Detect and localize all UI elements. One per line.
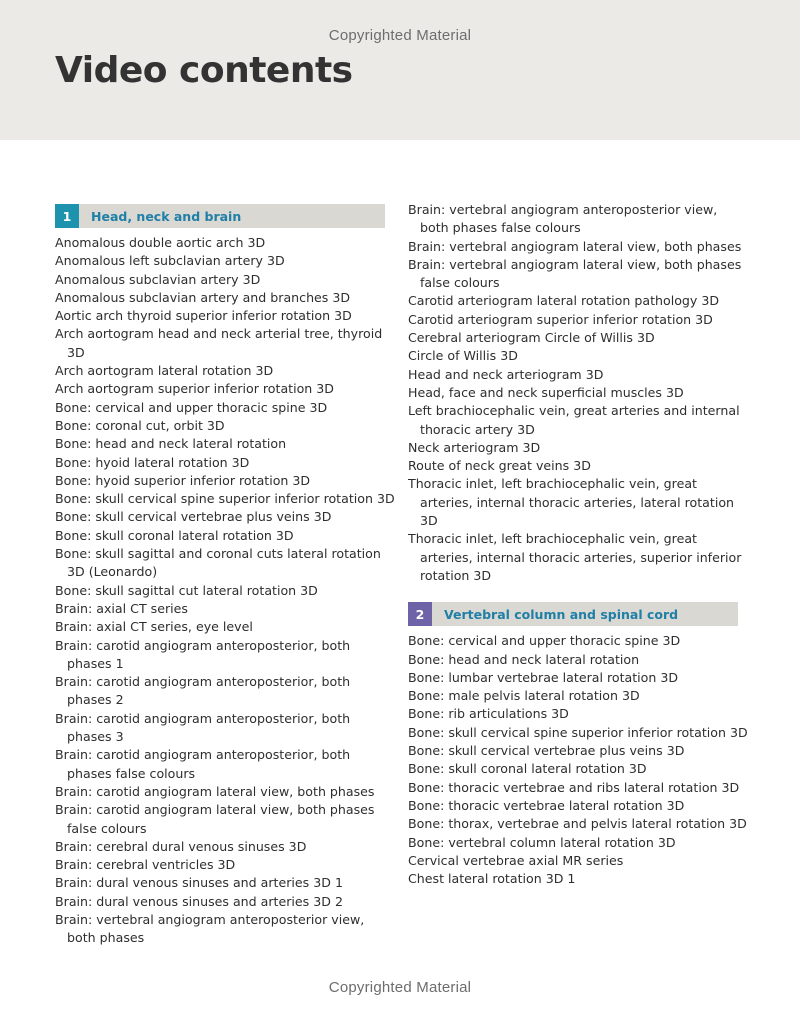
list-item: Brain: dural venous sinuses and arteries 3D 2 <box>55 893 343 909</box>
list-item: Brain: vertebral angiogram lateral view, both phases false colours <box>408 256 742 291</box>
list-item: Left brachiocephalic vein, great arteries and internal thoracic artery 3D <box>408 403 740 437</box>
list-item: Anomalous double aortic arch 3D <box>55 235 266 250</box>
section-2-list <box>408 632 748 888</box>
list-item: Bone: head and neck lateral rotation <box>408 651 640 667</box>
section-1-list-part-2 <box>408 201 748 585</box>
list-item: Brain: carotid angiogram anteroposterior, both phases 1 <box>55 637 351 671</box>
list-item: Bone: skull coronal lateral rotation 3D <box>55 527 294 543</box>
list-item: Brain: axial CT series <box>55 600 188 616</box>
list-item: Circle of Willis 3D <box>408 348 518 364</box>
list-item: Arch aortogram superior inferior rotation 3D <box>55 381 334 397</box>
list-item: Bone: skull cervical vertebrae plus veins 3D <box>408 743 685 759</box>
list-item: Brain: carotid angiogram lateral view, both phases false colours <box>55 802 375 836</box>
list-item: Bone: hyoid superior inferior rotation 3D <box>55 472 311 488</box>
list-item: Brain: carotid angiogram anteroposterior, both phases 3 <box>55 710 351 745</box>
section-spacer <box>408 585 748 602</box>
copyright-watermark-bottom: Copyrighted Material <box>328 979 472 996</box>
list-item: Brain: carotid angiogram anteroposterior, both phases false colours <box>55 747 351 781</box>
list-item: Brain: axial CT series, eye level <box>55 619 253 635</box>
list-item: Brain: vertebral angiogram anteroposterior view, both phases false colours <box>408 202 718 236</box>
section-2-header <box>408 602 738 626</box>
list-item: Thoracic inlet, left brachiocephalic vein, great arteries, internal thoracic arteries, superior inferior rotation 3D <box>408 531 742 583</box>
section-2-number: 2 <box>408 602 432 626</box>
section-2-title: Vertebral column and spinal cord <box>444 606 679 622</box>
list-item: Carotid arteriogram lateral rotation pathology 3D <box>408 293 720 309</box>
list-item: Chest lateral rotation 3D 1 <box>408 871 576 887</box>
list-item: Bone: hyoid lateral rotation 3D <box>55 454 250 470</box>
list-item: Bone: lumbar vertebrae lateral rotation 3D <box>408 669 679 685</box>
list-item: Brain: cerebral ventricles 3D <box>55 857 236 873</box>
list-item: Bone: male pelvis lateral rotation 3D <box>408 688 640 704</box>
list-item: Brain: vertebral angiogram anteroposterior view, both phases <box>55 911 365 946</box>
right-column <box>408 201 748 888</box>
list-item: Bone: skull cervical vertebrae plus veins 3D <box>55 509 332 525</box>
list-item: Bone: head and neck lateral rotation <box>55 436 287 452</box>
list-item: Bone: skull cervical spine superior inferior rotation 3D <box>55 491 395 507</box>
list-item: Bone: skull coronal lateral rotation 3D <box>408 761 647 777</box>
copyright-watermark-top: Copyrighted Material <box>328 27 472 44</box>
list-item: Anomalous subclavian artery 3D <box>55 271 261 287</box>
list-item: Bone: skull sagittal cut lateral rotation 3D <box>55 582 318 598</box>
list-item: Arch aortogram head and neck arterial tree, thyroid 3D <box>55 326 383 360</box>
list-item: Bone: coronal cut, orbit 3D <box>55 417 225 433</box>
section-1-title: Head, neck and brain <box>91 208 242 224</box>
list-item: Arch aortogram lateral rotation 3D <box>55 363 274 379</box>
list-item: Bone: thorax, vertebrae and pelvis lateral rotation 3D <box>408 816 747 832</box>
list-item: Aortic arch thyroid superior inferior rotation 3D <box>55 308 352 324</box>
list-item: Cerebral arteriogram Circle of Willis 3D <box>408 330 655 346</box>
left-column <box>55 204 395 948</box>
list-item: Bone: rib articulations 3D <box>408 706 569 722</box>
page-title: Video contents <box>55 50 353 91</box>
list-item: Cervical vertebrae axial MR series <box>408 852 624 868</box>
section-1-list-part-1 <box>55 234 395 948</box>
list-item: Bone: skull sagittal and coronal cuts lateral rotation 3D (Leonardo) <box>55 546 381 580</box>
list-item: Brain: carotid angiogram anteroposterior, both phases 2 <box>55 674 351 708</box>
list-item: Anomalous left subclavian artery 3D <box>55 253 285 269</box>
list-item: Carotid arteriogram superior inferior rotation 3D <box>408 311 713 327</box>
list-item: Bone: thoracic vertebrae lateral rotation 3D <box>408 797 685 813</box>
list-item: Brain: vertebral angiogram lateral view, both phases <box>408 238 742 254</box>
list-item: Bone: cervical and upper thoracic spine 3D <box>55 399 328 415</box>
list-item: Bone: cervical and upper thoracic spine 3D <box>408 633 681 649</box>
section-1-header <box>55 204 385 228</box>
list-item: Bone: vertebral column lateral rotation 3D <box>408 834 676 850</box>
list-item: Brain: cerebral dural venous sinuses 3D <box>55 838 307 854</box>
section-1-number: 1 <box>55 204 79 228</box>
list-item: Bone: skull cervical spine superior inferior rotation 3D <box>408 724 748 740</box>
list-item: Brain: dural venous sinuses and arteries 3D 1 <box>55 875 343 891</box>
list-item: Head, face and neck superficial muscles 3D <box>408 384 684 400</box>
list-item: Anomalous subclavian artery and branches 3D <box>55 289 351 305</box>
list-item: Neck arteriogram 3D <box>408 439 541 455</box>
list-item: Brain: carotid angiogram lateral view, both phases <box>55 783 375 799</box>
list-item: Route of neck great veins 3D <box>408 458 591 474</box>
list-item: Head and neck arteriogram 3D <box>408 366 604 382</box>
list-item: Bone: thoracic vertebrae and ribs lateral rotation 3D <box>408 779 740 795</box>
list-item: Thoracic inlet, left brachiocephalic vein, great arteries, internal thoracic arteries, lateral rotation 3D <box>408 476 735 529</box>
